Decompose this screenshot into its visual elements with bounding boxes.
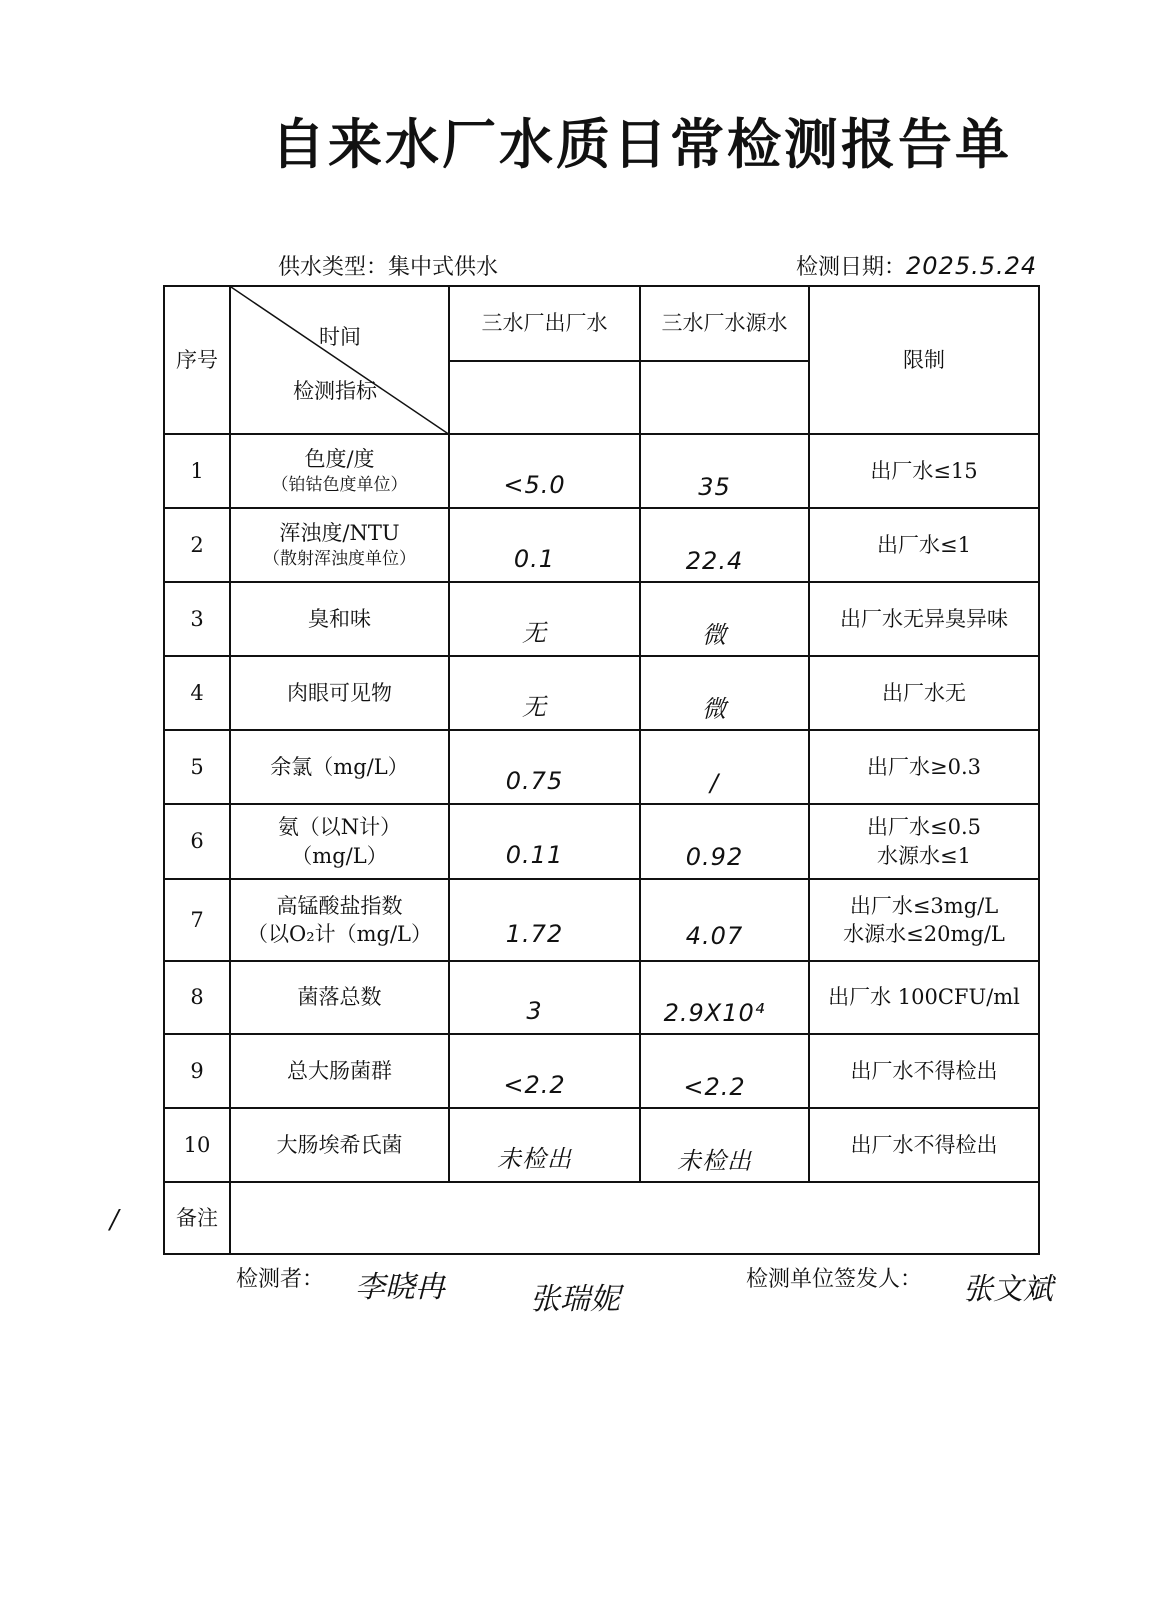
value-col-b (640, 656, 809, 730)
value-col-b (640, 582, 809, 656)
row-number: 8 (164, 961, 230, 1034)
table-row (164, 961, 1039, 1034)
limit-cell (809, 582, 1039, 656)
test-date (796, 250, 1037, 281)
value-col-b (640, 961, 809, 1034)
indicator-cell (230, 656, 449, 730)
row-number: 3 (164, 582, 230, 656)
handwritten-value: 1.72 (505, 919, 564, 948)
indicator-cell (230, 804, 449, 879)
row-number: 5 (164, 730, 230, 804)
supply-type-value: 集中式供水 (388, 255, 499, 280)
handwritten-value: 0.75 (505, 766, 564, 795)
handwritten-value: 无 (522, 618, 547, 647)
rows-body (164, 434, 1039, 1182)
indicator-unit: （以O₂计（mg/L） (246, 922, 432, 946)
header-seq: 序号 (164, 286, 230, 434)
header-col-a: 三水厂出厂水 (449, 286, 640, 361)
row-number: 4 (164, 656, 230, 730)
indicator-name: 余氯（mg/L） (270, 754, 409, 779)
value-col-a (449, 961, 640, 1034)
indicator-name: 浑浊度/NTU (279, 521, 400, 546)
signer-label: 检测单位签发人： (746, 1267, 923, 1292)
handwritten-value: <5.0 (503, 470, 566, 499)
table-row (164, 730, 1039, 804)
handwritten-value: / (709, 768, 720, 797)
row-number: 10 (164, 1108, 230, 1182)
limit-text: 出厂水不得检出 (850, 1058, 998, 1083)
value-col-a (449, 582, 640, 656)
limit-cell (809, 656, 1039, 730)
limit-cell (809, 1108, 1039, 1182)
limit-text: 水源水≤20mg/L (843, 922, 1005, 946)
limit-text: 出厂水≤15 (870, 458, 978, 483)
handwritten-value: 0.1 (513, 544, 556, 573)
indicator-cell (230, 508, 449, 582)
row-number: 6 (164, 804, 230, 879)
indicator-cell (230, 730, 449, 804)
handwritten-value: 无 (522, 692, 547, 721)
indicator-name: 氨（以N计） (277, 815, 402, 840)
table-row (164, 804, 1039, 879)
diagonal-line (231, 287, 450, 435)
value-col-a (449, 1034, 640, 1108)
header-indicator: 检测指标 (293, 379, 377, 403)
margin-mark: / (110, 1205, 119, 1235)
header-limit: 限制 (809, 286, 1039, 434)
limit-text: 出厂水 100CFU/ml (828, 985, 1020, 1010)
value-col-a (449, 879, 640, 961)
table-row (164, 434, 1039, 508)
header-diagonal-cell (230, 286, 449, 434)
indicator-unit: （散射浑浊度单位） (263, 548, 416, 569)
handwritten-value: 2.9X10⁴ (663, 999, 766, 1028)
indicator-cell (230, 582, 449, 656)
value-col-b (640, 730, 809, 804)
indicator-name: 大肠埃希氏菌 (276, 1132, 403, 1157)
header-col-b-blank (640, 361, 809, 434)
report-table (163, 285, 1040, 1255)
limit-cell (809, 804, 1039, 879)
indicator-name: 总大肠菌群 (287, 1058, 392, 1083)
table-row (164, 656, 1039, 730)
tester-label: 检测者： (236, 1267, 325, 1292)
indicator-cell (230, 879, 449, 961)
indicator-cell (230, 1034, 449, 1108)
table-row (164, 1034, 1039, 1108)
table-row (164, 508, 1039, 582)
remarks-label: 备注 (164, 1182, 230, 1254)
table-row (164, 582, 1039, 656)
limit-text: 水源水≤1 (877, 843, 971, 868)
limit-text: 出厂水无 (882, 680, 966, 705)
indicator-cell (230, 434, 449, 508)
indicator-name: 臭和味 (308, 606, 371, 631)
handwritten-value: <2.2 (503, 1070, 566, 1099)
supply-type-label: 供水类型： (278, 255, 389, 280)
row-number: 9 (164, 1034, 230, 1108)
supply-type (278, 250, 498, 281)
indicator-name: 色度/度 (304, 447, 375, 472)
limit-cell (809, 879, 1039, 961)
page-title: 自来水厂水质日常检测报告单 (271, 113, 1012, 176)
remarks-cell (230, 1182, 1039, 1254)
limit-cell (809, 1034, 1039, 1108)
value-col-a (449, 434, 640, 508)
table-row (164, 879, 1039, 961)
handwritten-value: 22.4 (685, 546, 744, 575)
limit-cell (809, 961, 1039, 1034)
value-col-b (640, 1034, 809, 1108)
handwritten-value: 35 (698, 472, 731, 501)
header-time: 时间 (319, 325, 361, 349)
test-date-value: 2025.5.24 (906, 252, 1038, 280)
limit-text: 出厂水无异臭异味 (840, 606, 1008, 631)
indicator-name: 高锰酸盐指数 (276, 893, 403, 918)
value-col-a (449, 508, 640, 582)
value-col-a (449, 804, 640, 879)
handwritten-value: 微 (702, 620, 727, 649)
table-row (164, 1108, 1039, 1182)
value-col-b (640, 508, 809, 582)
limit-text: 出厂水≤3mg/L (849, 893, 999, 918)
signature-tester-2: 张瑞妮 (530, 1282, 620, 1317)
test-date-label: 检测日期： (796, 255, 907, 280)
limit-cell (809, 730, 1039, 804)
indicator-name: 肉眼可见物 (287, 680, 392, 705)
limit-text: 出厂水≤0.5 (867, 815, 981, 840)
handwritten-value: 0.92 (685, 843, 744, 872)
value-col-b (640, 1108, 809, 1182)
handwritten-value: 未检出 (497, 1144, 572, 1173)
value-col-a (449, 730, 640, 804)
indicator-name: 菌落总数 (297, 985, 382, 1010)
header-col-b: 三水厂水源水 (640, 286, 809, 361)
indicator-cell (230, 1108, 449, 1182)
limit-cell (809, 508, 1039, 582)
indicator-unit: （mg/L） (291, 843, 388, 868)
handwritten-value: 微 (702, 694, 727, 723)
handwritten-value: 0.11 (505, 841, 564, 870)
indicator-cell (230, 961, 449, 1034)
signature-signer: 张文斌 (963, 1272, 1053, 1307)
value-col-b (640, 879, 809, 961)
signature-tester-1: 李晓冉 (355, 1270, 445, 1305)
limit-text: 出厂水≤1 (877, 532, 971, 557)
indicator-unit: （铂钴色度单位） (271, 474, 408, 495)
row-number: 7 (164, 879, 230, 961)
value-col-a (449, 1108, 640, 1182)
limit-text: 出厂水不得检出 (850, 1132, 998, 1157)
handwritten-value: <2.2 (683, 1072, 746, 1101)
handwritten-value: 4.07 (685, 921, 744, 950)
limit-text: 出厂水≥0.3 (867, 754, 981, 779)
value-col-a (449, 656, 640, 730)
header-col-a-blank (449, 361, 640, 434)
value-col-b (640, 804, 809, 879)
handwritten-value: 3 (526, 997, 543, 1026)
handwritten-value: 未检出 (677, 1146, 752, 1175)
value-col-b (640, 434, 809, 508)
row-number: 1 (164, 434, 230, 508)
row-number: 2 (164, 508, 230, 582)
limit-cell (809, 434, 1039, 508)
